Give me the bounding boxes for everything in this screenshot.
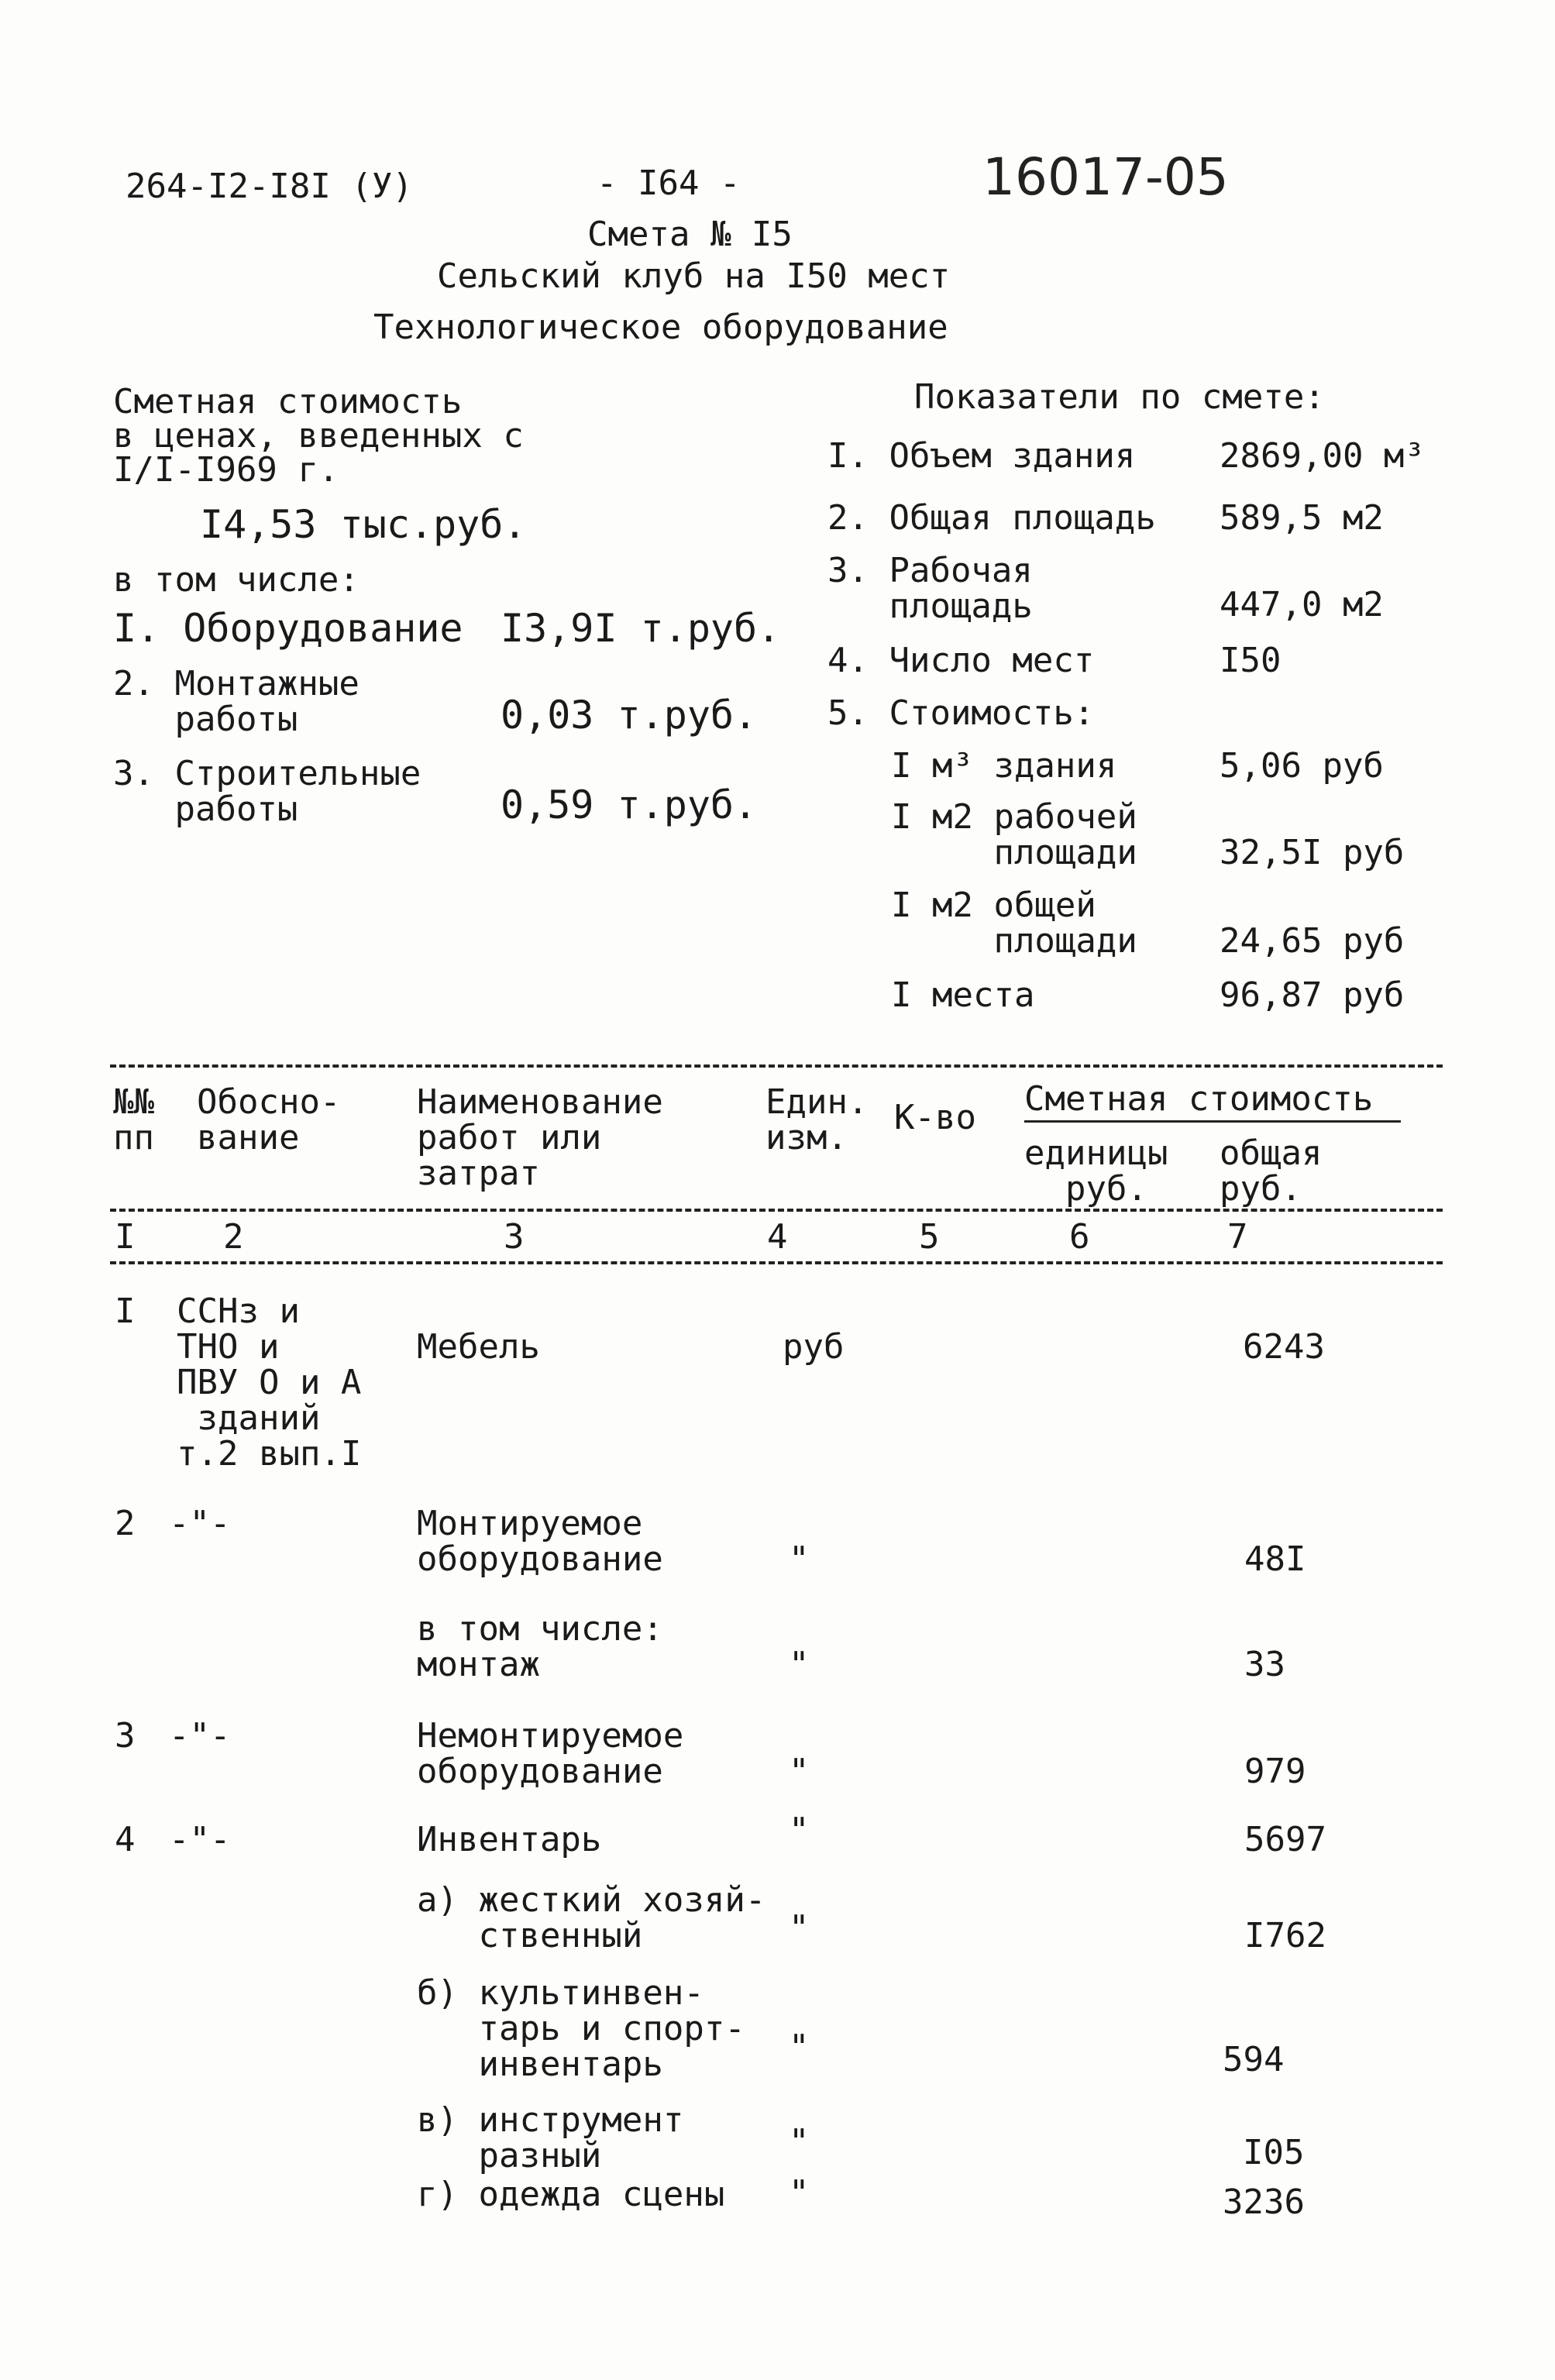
- column-number: 7: [1227, 1217, 1248, 1257]
- row-name: Немонтируемое оборудование: [417, 1716, 684, 1791]
- prices-label: в ценах, введенных с: [113, 416, 524, 456]
- header-name: Наименование работ или затрат: [417, 1082, 663, 1193]
- row-total: I762: [1244, 1916, 1326, 1955]
- row-total: I05: [1243, 2133, 1305, 2172]
- indicator-value: 24,65 руб: [1220, 921, 1405, 961]
- row-total: 6243: [1243, 1327, 1325, 1367]
- row-total: 979: [1244, 1752, 1306, 1791]
- row-number: I: [115, 1291, 136, 1331]
- column-number: I: [115, 1217, 136, 1257]
- handwritten-number: 16017-05: [982, 147, 1229, 207]
- row-unit: ": [789, 1752, 810, 1791]
- indicator-value: 32,5I руб: [1220, 833, 1405, 872]
- row-basis: ССНз и ТНО и ПВУ О и А зданий т.2 вып.I: [177, 1291, 362, 1474]
- column-number: 4: [767, 1217, 788, 1257]
- row-total: 33: [1244, 1645, 1285, 1684]
- header-cost-underline: [1024, 1120, 1401, 1123]
- column-number: 6: [1069, 1217, 1090, 1257]
- section-title: Технологическое оборудование: [373, 308, 948, 347]
- row-name: Монтируемое оборудование: [417, 1504, 663, 1579]
- indicator-label: I м2 рабочей площади: [891, 797, 1137, 872]
- indicator-value: 447,0 м2: [1220, 585, 1384, 624]
- column-number: 5: [919, 1217, 940, 1257]
- left-item-label: I. Оборудование: [113, 606, 463, 651]
- indicator-value: 2869,00 м³: [1220, 436, 1425, 476]
- row-total: 594: [1223, 2040, 1285, 2079]
- row-unit: ": [789, 1539, 810, 1579]
- row-name: в том числе: монтаж: [417, 1609, 663, 1684]
- row-name: в) инструмент разный: [417, 2100, 684, 2175]
- row-total: 5697: [1244, 1820, 1326, 1859]
- row-name: а) жесткий хозяй- ственный: [417, 1880, 766, 1955]
- indicator-label: 4. Число мест: [827, 641, 1095, 680]
- left-item-label: 3. Строительные работы: [113, 754, 421, 829]
- header-number: №№ пп: [113, 1082, 154, 1157]
- total-cost: I4,53 тыс.руб.: [200, 502, 527, 547]
- indicator-value: 96,87 руб: [1220, 975, 1405, 1015]
- header-unit: Един. изм.: [765, 1082, 869, 1157]
- doc-code: 264-I2-I8I (У): [126, 167, 413, 206]
- row-unit: ": [789, 1908, 810, 1948]
- prices-date: I/I-I969 г.: [113, 450, 339, 490]
- row-unit: ": [789, 1811, 810, 1850]
- indicator-value: 5,06 руб: [1220, 746, 1384, 786]
- header-total-cost: общая руб.: [1220, 1133, 1323, 1209]
- left-item-value: I3,9I т.руб.: [501, 606, 781, 651]
- left-item-label: 2. Монтажные работы: [113, 664, 360, 739]
- row-unit: руб: [783, 1327, 845, 1367]
- page-number: - I64 -: [597, 163, 741, 203]
- indicator-label: I места: [891, 975, 1035, 1015]
- indicator-label: 2. Общая площадь: [827, 498, 1156, 538]
- column-number: 3: [504, 1217, 525, 1257]
- indicator-value: I50: [1220, 641, 1281, 680]
- numbers-rule: [110, 1261, 1443, 1264]
- estimate-title: Смета № I5: [587, 215, 793, 254]
- row-number: 4: [115, 1820, 136, 1859]
- header-quantity: К-во: [894, 1098, 976, 1137]
- left-item-value: 0,59 т.руб.: [501, 782, 758, 827]
- row-basis: -"-: [169, 1504, 231, 1543]
- row-unit: ": [789, 2173, 810, 2213]
- row-unit: ": [789, 1645, 810, 1684]
- header-cost: Сметная стоимость: [1024, 1079, 1374, 1119]
- row-total: 3236: [1223, 2182, 1305, 2222]
- row-basis: -"-: [169, 1820, 231, 1859]
- left-item-value: 0,03 т.руб.: [501, 693, 758, 738]
- including-label: в том числе:: [113, 560, 360, 600]
- indicator-label: I. Объем здания: [827, 436, 1136, 476]
- indicator-label: I м³ здания: [891, 746, 1117, 786]
- indicator-label: 3. Рабочая площадь: [827, 551, 1033, 626]
- indicator-label: 5. Стоимость:: [827, 693, 1095, 733]
- indicator-label: I м2 общей площади: [891, 886, 1137, 961]
- header-basis: Обосно- вание: [197, 1082, 341, 1157]
- row-name: г) одежда сцены: [417, 2175, 725, 2214]
- object-title: Сельский клуб на I50 мест: [437, 256, 951, 296]
- column-number: 2: [223, 1217, 244, 1257]
- row-total: 48I: [1244, 1539, 1306, 1579]
- header-rule: [110, 1209, 1443, 1212]
- row-unit: ": [789, 2027, 810, 2067]
- cost-label: Сметная стоимость: [113, 382, 463, 421]
- row-number: 2: [115, 1504, 136, 1543]
- row-name: Инвентарь: [417, 1820, 602, 1859]
- row-basis: -"-: [169, 1716, 231, 1756]
- indicator-value: 589,5 м2: [1220, 498, 1384, 538]
- row-name: Мебель: [417, 1327, 540, 1367]
- table-top-rule: [110, 1064, 1443, 1068]
- indicators-title: Показатели по смете:: [914, 377, 1325, 417]
- row-name: б) культинвен- тарь и спорт- инвентарь: [417, 1973, 745, 2084]
- row-number: 3: [115, 1716, 136, 1756]
- header-unit-cost: единицы руб.: [1024, 1133, 1168, 1209]
- row-unit: ": [789, 2122, 810, 2162]
